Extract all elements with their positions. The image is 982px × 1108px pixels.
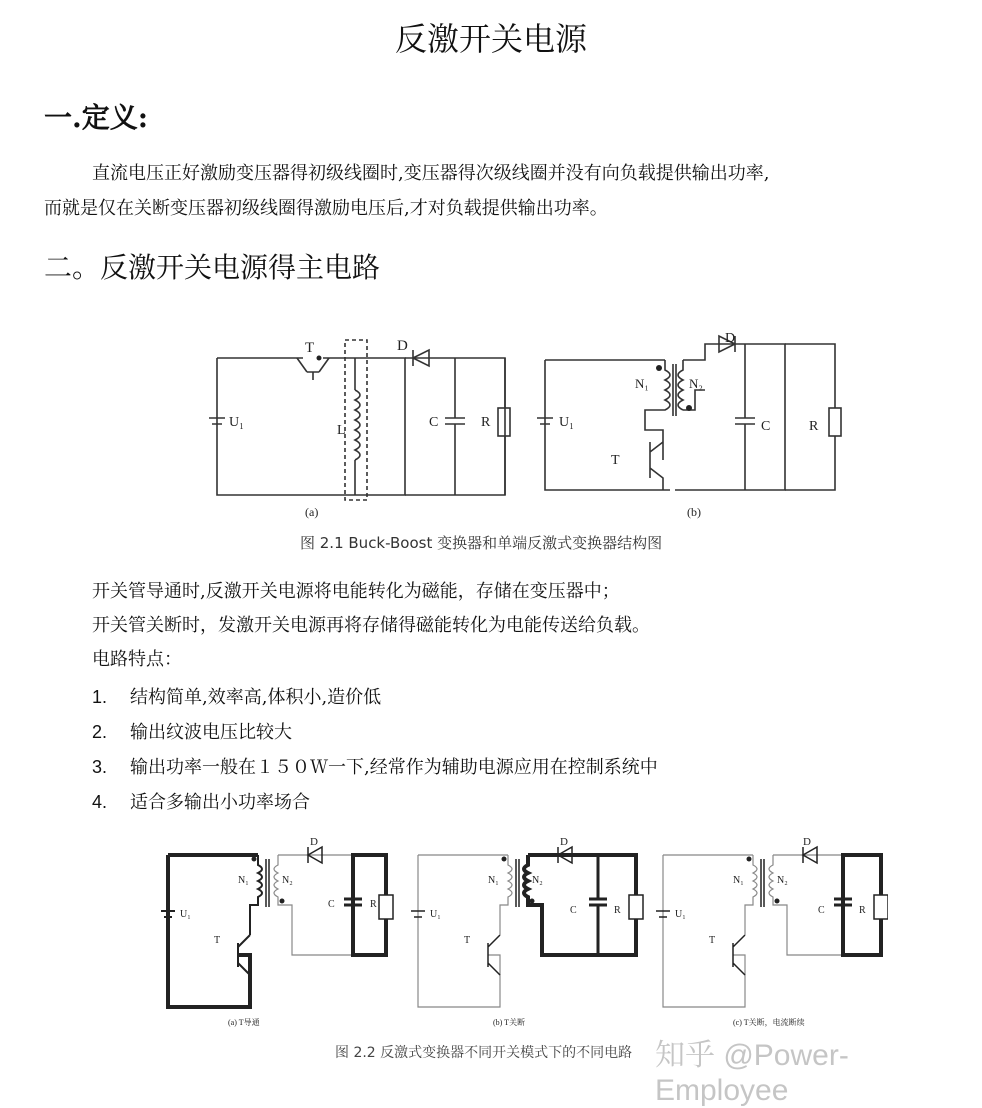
fig2b-label-C: C	[570, 905, 577, 916]
fig2a-label-U: U₁	[180, 909, 191, 920]
fig1b-label-R: R	[809, 419, 819, 434]
list-item	[92, 750, 658, 785]
list-item	[92, 715, 658, 750]
list-item-text: 输出功率一般在１５０Ｗ一下,经常作为辅助电源应用在控制系统中	[130, 757, 658, 778]
fig1a-label-L: L	[337, 423, 346, 438]
section-heading-definition-text: 一.定义:	[44, 101, 149, 134]
fig2b-label-D: D	[560, 836, 568, 848]
fig2b-sublabel: (b) T关断	[493, 1018, 526, 1027]
definition-paragraph	[44, 156, 974, 226]
fig1a-label-T: T	[305, 340, 315, 356]
fig2c-label-R: R	[859, 905, 866, 916]
fig2a-label-N2: N₂	[282, 875, 293, 886]
fig2c-label-N1: N₁	[733, 875, 744, 886]
fig1b-label-N1: N₁	[635, 376, 649, 391]
list-item-text: 适合多输出小功率场合	[130, 792, 310, 813]
fig2a-label-T: T	[214, 935, 221, 946]
definition-line-1: 直流电压正好激励变压器得初级线圈时,变压器得次级线圈并没有向负载提供输出功率,	[92, 163, 770, 184]
figure-2-1-circuits	[205, 330, 845, 525]
fig2b-label-N2: N₂	[532, 875, 543, 886]
fig2c-label-T: T	[709, 935, 716, 946]
list-item	[92, 680, 658, 715]
operation-line-1: 开关管导通时,反激开关电源将电能转化为磁能，存储在变压器中；	[92, 581, 620, 602]
list-item-number: 4.	[92, 792, 108, 812]
features-list	[92, 680, 658, 820]
figure-2-2-caption: 图 2.2 反激式变换器不同开关模式下的不同电路	[335, 1045, 633, 1061]
section-heading-definition	[44, 96, 148, 136]
page-title: 反激开关电源	[394, 20, 587, 58]
fig2b-label-R: R	[614, 905, 621, 916]
section-heading-main-circuit: 二。反激开关电源得主电路	[44, 251, 381, 284]
figure-2-1-caption: 图 2.1 Buck-Boost 变换器和单端反激式变换器结构图	[300, 534, 663, 552]
list-item	[92, 785, 658, 820]
list-item-number: 2.	[92, 722, 108, 742]
fig1a-label-C: C	[429, 415, 439, 430]
operation-text	[92, 575, 650, 677]
fig2c-label-D: D	[803, 836, 811, 848]
fig2a-label-C: C	[328, 899, 335, 910]
definition-line-2: 而就是仅在关断变压器初级线圈得激励电压后,才对负载提供输出功率。	[44, 198, 608, 219]
list-item-number: 3.	[92, 757, 108, 777]
fig2a-label-R: R	[370, 899, 377, 910]
operation-line-2: 开关管关断时，发激开关电源再将存储得磁能转化为电能传送给负载。	[92, 615, 650, 636]
fig1b-label-U: U₁	[559, 415, 574, 430]
watermark: 知乎 @Power-Employee	[655, 1039, 849, 1107]
fig1b-label-T: T	[611, 453, 620, 468]
fig2c-label-C: C	[818, 905, 825, 916]
fig1a-label-U: U₁	[229, 415, 244, 430]
fig1a-label-R: R	[481, 415, 491, 430]
fig2b-label-T: T	[464, 935, 471, 946]
list-item-number: 1.	[92, 687, 108, 707]
fig1b-label-D: D	[725, 331, 736, 346]
fig1b-sublabel: (b)	[687, 505, 701, 519]
fig2c-label-N2: N₂	[777, 875, 788, 886]
fig1b-label-C: C	[761, 419, 771, 434]
fig2c-sublabel: (c) T关断，电流断续	[733, 1018, 805, 1027]
figure-2-2-circuits	[158, 835, 888, 1035]
fig2a-sublabel: (a) T导通	[228, 1018, 260, 1027]
fig2a-label-N1: N₁	[238, 875, 249, 886]
fig2b-label-N1: N₁	[488, 875, 499, 886]
fig2c-label-U: U₁	[675, 909, 686, 920]
fig2a-label-D: D	[310, 836, 318, 848]
fig1a-sublabel: (a)	[305, 505, 319, 519]
list-item-text: 结构简单,效率高,体积小,造价低	[130, 687, 382, 708]
fig1a-label-D: D	[397, 338, 408, 354]
list-item-text: 输出纹波电压比较大	[130, 722, 292, 743]
fig2b-label-U: U₁	[430, 909, 441, 920]
fig1b-label-N2: N₂	[689, 376, 703, 391]
operation-line-3: 电路特点：	[92, 649, 182, 670]
